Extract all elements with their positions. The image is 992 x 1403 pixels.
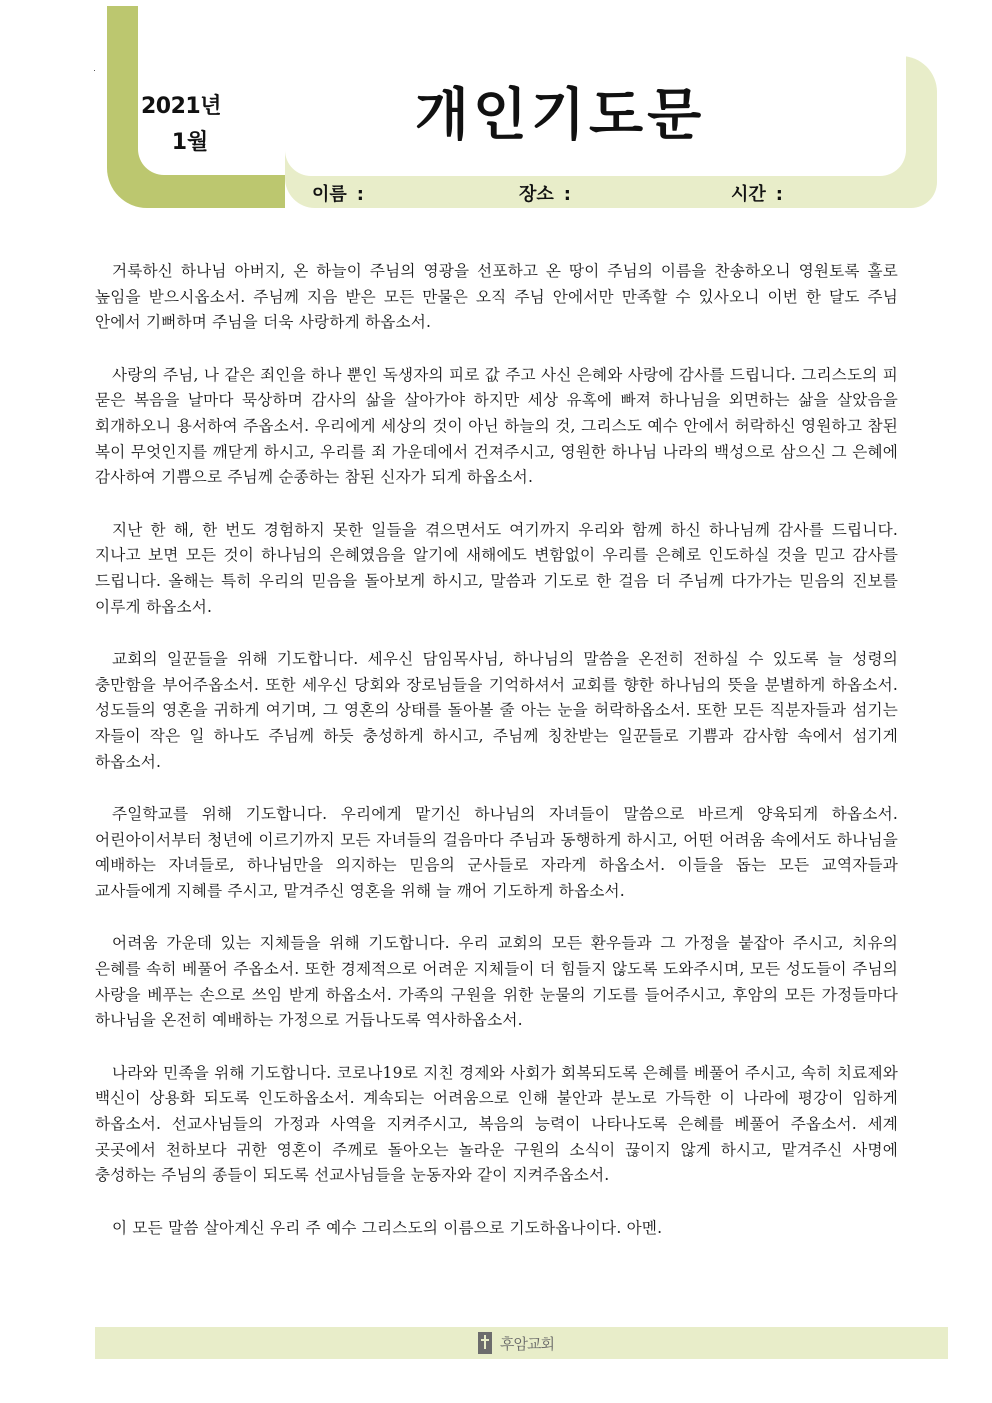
stray-dot: [94, 70, 95, 71]
paragraph-thanksgiving: 지난 한 해, 한 번도 경험하지 못한 일들을 겪으면서도 여기까지 우리와 함께 하신 하나님께 감사를 드립니다. 지나고 보면 모든 것이 하나님의 은혜였음을 알기에 새해에도 변함없이 우리를 은혜로 인도하실 것을 믿고 감사를 드립니다. 올해는 특히 우리의 믿음을 돌아보게 하시고, 말씀과 기도로 한 걸음 더 주님께 다가가는 믿음의 진보를 이루게 하옵소서.: [95, 520, 898, 616]
church-logo: [478, 1331, 554, 1355]
church-name: 후암교회: [500, 1334, 554, 1353]
place-label: 장소: [519, 184, 554, 205]
paragraph-closing: 이 모든 말씀 살아계신 우리 주 예수 그리스도의 이름으로 기도하옵나이다. 아멘.: [112, 1218, 663, 1237]
place-colon: :: [563, 184, 571, 205]
time-field: [731, 180, 783, 206]
name-label: 이름: [312, 184, 347, 205]
paragraph-church-workers: 교회의 일꾼들을 위해 기도합니다. 세우신 담임목사님, 하나님의 말씀을 온전히 전하실 수 있도록 늘 성령의 충만함을 부어주옵소서. 또한 세우신 당회와 장로님들을 기억하셔서 교회를 향한 하나님의 뜻을 분별하게 하옵소서. 성도들의 영혼을 귀하게 여기며, 그 영혼의 상태를 돌아볼 줄 아는 눈을 허락하옵소서. 또한 모든 직분자들과 섬기는 자들이 작은 일 하나도 주님께 하듯 충성하게 하시고, 주님께 칭찬받는 일꾼들로 기쁨과 감사함 속에서 섬기게 하옵소서.: [95, 650, 898, 771]
paragraph-nation: 나라와 민족을 위해 기도합니다. 코로나19로 지친 경제와 사회가 회복되도록 은혜를 베풀어 주시고, 속히 치료제와 백신이 상용화 되도록 인도하옵소서. 계속되는 어려움으로 인해 불안과 분노로 가득한 이 나라에 평강이 임하게 하옵소서. 선교사님들의 가정과 사역을 지켜주시고, 복음의 능력이 나타나도록 은혜를 베풀어 주옵소서. 세계 곳곳에서 천하보다 귀한 영혼이 주께로 돌아오는 놀라운 구원의 소식이 끊이지 않게 하시고, 맡겨주신 사명에 충성하는 주님의 종들이 되도록 선교사님들을 눈동자와 같이 지켜주옵소서.: [95, 1063, 898, 1185]
date-year: 2021년: [141, 94, 221, 119]
page-title: 개인기도문: [414, 83, 706, 148]
church-cross-icon: [478, 1332, 492, 1354]
date-month: 1월: [171, 130, 209, 155]
paragraph-confession: 사랑의 주님, 나 같은 죄인을 하나 뿐인 독생자의 피로 값 주고 사신 은혜와 사랑에 감사를 드립니다. 그리스도의 피 묻은 복음을 날마다 묵상하며 감사의 삶을 살아가야 하지만 세상 유혹에 빠져 하나님을 외면하는 삶을 살았음을 회개하오니 용서하여 주옵소서. 우리에게 세상의 것이 아닌 하늘의 것, 그리스도 예수 안에서 허락하신 영원하고 참된 복이 무엇인지를 깨닫게 하시고, 우리를 죄 가운데에서 건져주시고, 영원한 하나님 나라의 백성으로 삼으신 그 은혜에 감사하여 기쁨으로 주님께 순종하는 참된 신자가 되게 하옵소서.: [95, 365, 898, 487]
paragraph-sunday-school: 주일학교를 위해 기도합니다. 우리에게 맡기신 하나님의 자녀들이 말씀으로 바르게 양육되게 하옵소서. 어린아이서부터 청년에 이르기까지 모든 자녀들의 걸음마다 주님과 동행하게 하시고, 어떤 어려움 속에서도 하나님을 예배하는 자녀들로, 하나님만을 의지하는 믿음의 군사들로 자라게 하옵소서. 이들을 돕는 모든 교역자들과 교사들에게 지혜를 주시고, 맡겨주신 영혼을 위해 늘 깨어 기도하게 하옵소서.: [95, 805, 898, 900]
name-colon: :: [356, 184, 364, 205]
place-field: [519, 180, 571, 206]
paragraph-adoration: 거룩하신 하나님 아버지, 온 하늘이 주님의 영광을 선포하고 온 땅이 주님의 이름을 찬송하오니 영원토록 홀로 높임을 받으시옵소서. 주님께 지음 받은 모든 만물은 오직 주님 안에서만 만족할 수 있사오니 이번 한 달도 주님 안에서 기뻐하며 주님을 더욱 사랑하게 하옵소서.: [95, 262, 898, 332]
prayer-body: [95, 259, 898, 1268]
name-field: [312, 180, 364, 206]
paragraph-members-in-need: 어려움 가운데 있는 지체들을 위해 기도합니다. 우리 교회의 모든 환우들과 그 가정을 붙잡아 주시고, 치유의 은혜를 속히 베풀어 주옵소서. 또한 경제적으로 어려운 지체들이 더 힘들지 않도록 도와주시며, 모든 성도들이 주님의 사랑을 베푸는 손으로 쓰임 받게 하옵소서. 가족의 구원을 위한 눈물의 기도를 들어주시고, 후암의 모든 가정들마다 하나님을 온전히 예배하는 가정으로 거듭나도록 역사하옵소서.: [95, 934, 898, 1030]
time-colon: :: [775, 184, 783, 205]
time-label: 시간: [731, 184, 766, 205]
